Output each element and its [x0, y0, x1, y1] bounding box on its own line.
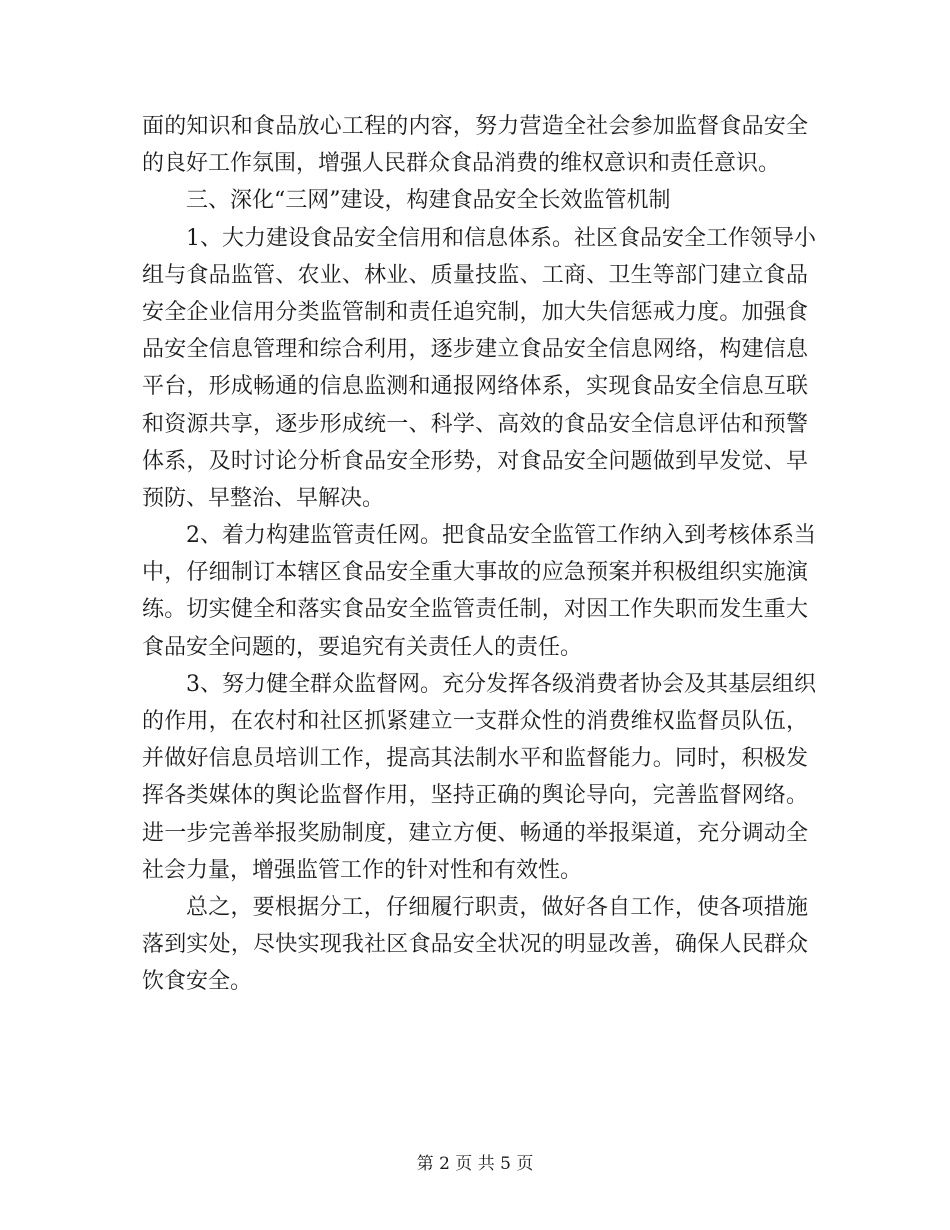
text-line: 组与食品监管、农业、林业、质量技监、工商、卫生等部门建立食品: [142, 262, 808, 288]
text-line: 社会力量，增强监管工作的针对性和有效性。: [142, 857, 583, 883]
text-line: 面的知识和食品放心工程的内容，努力营造全社会参加监督食品安全: [142, 114, 808, 139]
text-line: 预防、早整治、早解决。: [142, 485, 385, 511]
text-line: 挥各类媒体的舆论监督作用，坚持正确的舆论导向，完善监督网络。: [142, 783, 808, 809]
text-line: 落到实处，尽快实现我社区食品安全状况的明显改善，确保人民群众: [142, 932, 808, 958]
paragraph-section-three-heading: [142, 182, 808, 219]
text-line: 并做好信息员培训工作，提高其法制水平和监督能力。同时，积极发: [142, 746, 808, 772]
text-line: 食品安全问题的，要追究有关责任人的责任。: [142, 634, 583, 660]
text-line: 平台，形成畅通的信息监测和通报网络体系，实现食品安全信息互联: [142, 374, 808, 400]
text-line: 饮食安全。: [142, 969, 253, 995]
text-line: 进一步完善举报奖励制度，建立方便、畅通的举报渠道，充分调动全: [142, 820, 808, 846]
text-line: 安全企业信用分类监管制和责任追究制，加大失信惩戒力度。加强食: [142, 299, 808, 325]
paragraph-conclusion: [142, 889, 808, 1001]
text-line: 2、着力构建监管责任网。把食品安全监管工作纳入到考核体系当: [186, 523, 816, 549]
text-line: 总之，要根据分工，仔细履行职责，做好各自工作，使各项措施: [186, 894, 808, 920]
text-line: 三、深化“三网”建设，构建食品安全长效监管机制: [186, 188, 671, 214]
text-line: 练。切实健全和落实食品安全监管责任制，对因工作失职而发生重大: [142, 597, 808, 623]
text-line: 的作用，在农村和社区抓紧建立一支群众性的消费维权监督员队伍，: [142, 709, 808, 734]
document-body: [142, 108, 816, 1001]
text-line: 和资源共享，逐步形成统一、科学、高效的食品安全信息评估和预警: [142, 411, 808, 437]
text-line: 1、大力建设食品安全信用和信息体系。社区食品安全工作领导小: [186, 225, 816, 251]
paragraph-item-2: [142, 517, 816, 666]
text-line: 品安全信息管理和综合利用，逐步建立食品安全信息网络，构建信息: [142, 337, 808, 363]
paragraph-intro-continued: [142, 108, 808, 182]
text-line: 体系，及时讨论分析食品安全形势，对食品安全问题做到早发觉、早: [142, 448, 808, 474]
paragraph-item-1: [142, 220, 816, 518]
page-number-footer: 第 2 页 共 5 页: [416, 1154, 534, 1174]
text-line: 中，仔细制订本辖区食品安全重大事故的应急预案并积极组织实施演: [142, 560, 808, 586]
text-line: 的良好工作氛围，增强人民群众食品消费的维权意识和责任意识。: [142, 151, 781, 177]
paragraph-item-3: [142, 666, 816, 889]
text-line: 3、努力健全群众监督网。充分发挥各级消费者协会及其基层组织: [186, 671, 816, 697]
